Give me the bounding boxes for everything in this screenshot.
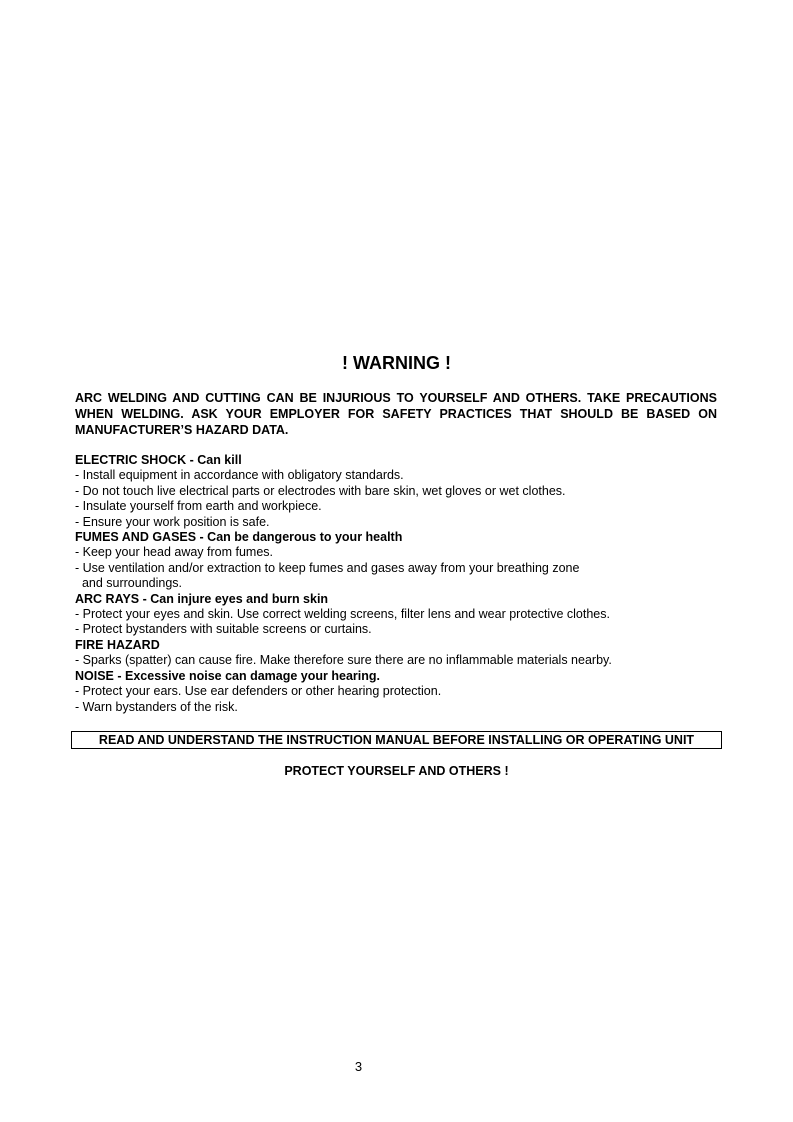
list-item: - Insulate yourself from earth and workpiece. xyxy=(75,499,322,514)
section-heading-noise: NOISE - Excessive noise can damage your hearing. xyxy=(75,668,380,683)
list-item: - Install equipment in accordance with obligatory standards. xyxy=(75,468,404,483)
list-item: - Keep your head away from fumes. xyxy=(75,545,274,560)
list-item: - Protect bystanders with suitable screens or curtains. xyxy=(75,622,372,637)
list-item: - Sparks (spatter) can cause fire. Make therefore sure there are no inflammable materials nearby. xyxy=(75,653,612,668)
section-heading-fumes-and-gases: FUMES AND GASES - Can be dangerous to your health xyxy=(75,530,403,545)
list-item: - Warn bystanders of the risk. xyxy=(75,699,238,714)
list-item: - Protect your eyes and skin. Use correct welding screens, filter lens and wear protective clothes. xyxy=(75,607,610,622)
list-item: and surroundings. xyxy=(75,576,183,591)
page-number: 3 xyxy=(354,1059,363,1074)
section-heading-arc-rays: ARC RAYS - Can injure eyes and burn skin xyxy=(75,591,329,606)
hazard-sections xyxy=(75,453,725,715)
list-item: - Do not touch live electrical parts or electrodes with bare skin, wet gloves or wet clothes. xyxy=(75,483,566,498)
list-item: - Use ventilation and/or extraction to keep fumes and gases away from your breathing zone xyxy=(75,560,580,575)
instruction-notice-box: READ AND UNDERSTAND THE INSTRUCTION MANUAL BEFORE INSTALLING OR OPERATING UNIT xyxy=(71,731,722,749)
intro-paragraph: ARC WELDING AND CUTTING CAN BE INJURIOUS TO YOURSELF AND OTHERS. TAKE PRECAUTIONS WHEN WELDING. ASK YOUR EMPLOYER FOR SAFETY PRACTICES THAT SHOULD BE BASED ON MANUFACTURER’S HAZARD DATA. xyxy=(75,391,717,437)
list-item: - Protect your ears. Use ear defenders or other hearing protection. xyxy=(75,684,442,699)
closing-statement: PROTECT YOURSELF AND OTHERS ! xyxy=(284,764,509,778)
section-heading-electric-shock: ELECTRIC SHOCK - Can kill xyxy=(75,453,242,467)
list-item: - Ensure your work position is safe. xyxy=(75,514,270,529)
warning-title: ! WARNING ! xyxy=(342,353,451,373)
section-heading-fire-hazard: FIRE HAZARD xyxy=(75,637,160,652)
